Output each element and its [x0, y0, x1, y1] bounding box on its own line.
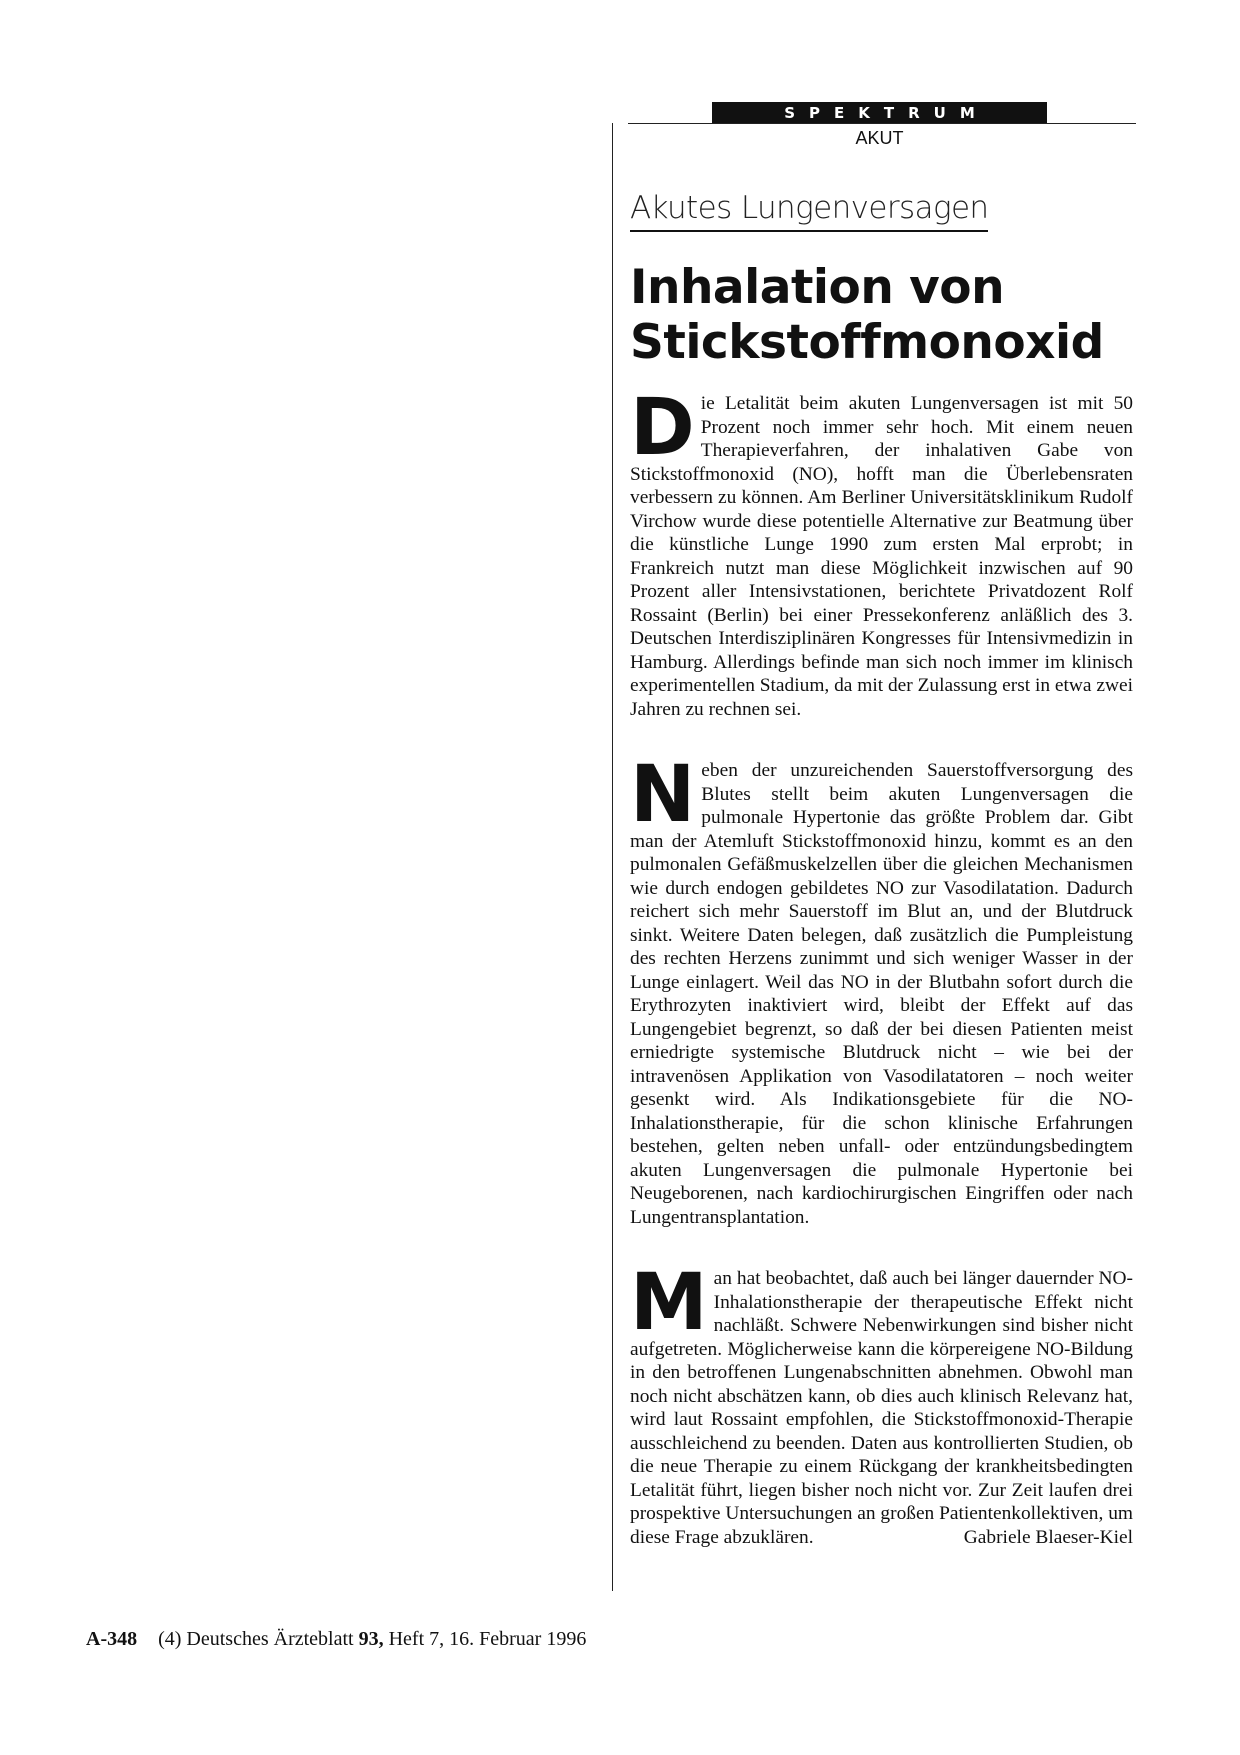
volume-number: 93, — [358, 1628, 384, 1650]
issue-suffix: Heft 7, 16. Februar 1996 — [388, 1628, 587, 1650]
paragraph-text: ie Letalität beim akuten Lungenversagen ist mit 50 Prozent noch immer sehr hoch. Mit einem neuen Therapieverfahren, der inhalativen Gabe von Stickstoffmonoxid (NO), hofft man die Überlebensraten verbessern zu können. Am Berliner Universitätsklinikum Rudolf Virchow wurde diese potentielle Alternative zur Beatmung über die künstliche Lunge 1990 zum ersten Mal erprobt; in Frankreich nutzt man diese Möglichkeit inzwischen auf 90 Prozent aller Intensivstationen, berichtete Privatdozent Rolf Rossaint (Berlin) bei einer Pressekonferenz anläßlich des 3. Deutschen Interdisziplinären Kongresses für Intensivmedizin in Hamburg. Allerdings befinde man sich noch immer im klinisch experimentellen Stadium, da mit der Zulassung erst in etwa zwei Jahren zu rechnen sei. — [630, 393, 1133, 720]
headline-line-2: Stickstoffmonoxid — [630, 315, 1104, 370]
article-column — [630, 190, 1133, 1587]
article-kicker: Akutes Lungenversagen — [630, 190, 988, 232]
header-rule — [628, 123, 1136, 124]
issue-prefix: (4) Deutsches Ärzteblatt — [158, 1628, 354, 1650]
paragraph-2 — [630, 750, 1133, 1229]
section-banner: SPEKTRUM — [712, 102, 1047, 124]
article-headline — [630, 260, 1133, 370]
author-signature: Gabriele Blaeser-Kiel — [963, 1526, 1133, 1548]
column-rule — [612, 123, 613, 1591]
paragraph-1 — [630, 383, 1133, 721]
dropcap: M — [630, 1258, 708, 1348]
paragraph-3 — [630, 1258, 1133, 1549]
dropcap: D — [630, 383, 695, 473]
page-footer — [86, 1628, 586, 1651]
dropcap: N — [630, 750, 696, 840]
paragraph-text: eben der unzureichenden Sauerstoffversorgung des Blutes stellt beim akuten Lungenversagen die pulmonale Hypertonie das größte Problem dar. Gibt man der Atemluft Stickstoffmonoxid hinzu, kommt es an den pulmonalen Gefäßmuskelzellen über die gleichen Mechanismen wie durch endogen gebildetes NO zur Vasodilatation. Dadurch reichert sich mehr Sauerstoff im Blut an, und der Blutdruck sinkt. Weitere Daten belegen, daß zusätzlich die Pumpleistung des rechten Herzens zunimmt und sich weniger Wasser in der Lunge einlagert. Weil das NO in der Blutbahn sofort durch die Erythrozyten inaktiviert wird, bleibt der Effekt auf das Lungengebiet begrenzt, so daß der bei diesen Patienten meist erniedrigte systemische Blutdruck nicht – wie bei der intravenösen Applikation von Vasodilatatoren – noch weiter gesenkt wird. Als Indikationsgebiete für die NO-Inhalationstherapie, für die schon klinische Erfahrungen bestehen, gelten neben unfall- oder entzündungsbedingtem akuten Lungenversagen die pulmonale Hypertonie bei Neugeborenen, nach kardiochirurgischen Eingriffen oder nach Lungentransplantation. — [630, 760, 1133, 1228]
headline-line-1: Inhalation von — [630, 260, 1005, 315]
subsection-label: AKUT — [855, 128, 904, 148]
page-number: A-348 — [86, 1628, 138, 1650]
paragraph-text: an hat beobachtet, daß auch bei länger dauernder NO-Inhalationstherapie der therapeutische Effekt nicht nachläßt. Schwere Nebenwirkungen sind bisher nicht aufgetreten. Möglicherweise kann die körpereigene NO-Bildung in den betroffenen Lungenabschnitten abnehmen. Obwohl man noch nicht abschätzen kann, ob dies auch klinisch Relevanz hat, wird laut Rossaint empfohlen, die Stickstoffmonoxid-Therapie ausschleichend zu beenden. Daten aus kontrollierten Studien, ob die neue Therapie zu einem Rückgang der krankheitsbedingten Letalität führt, liegen bisher noch nicht vor. Zur Zeit laufen drei prospektive Untersuchungen an großen Patientenkollektiven, um diese Frage abzuklären. — [630, 1268, 1133, 1548]
